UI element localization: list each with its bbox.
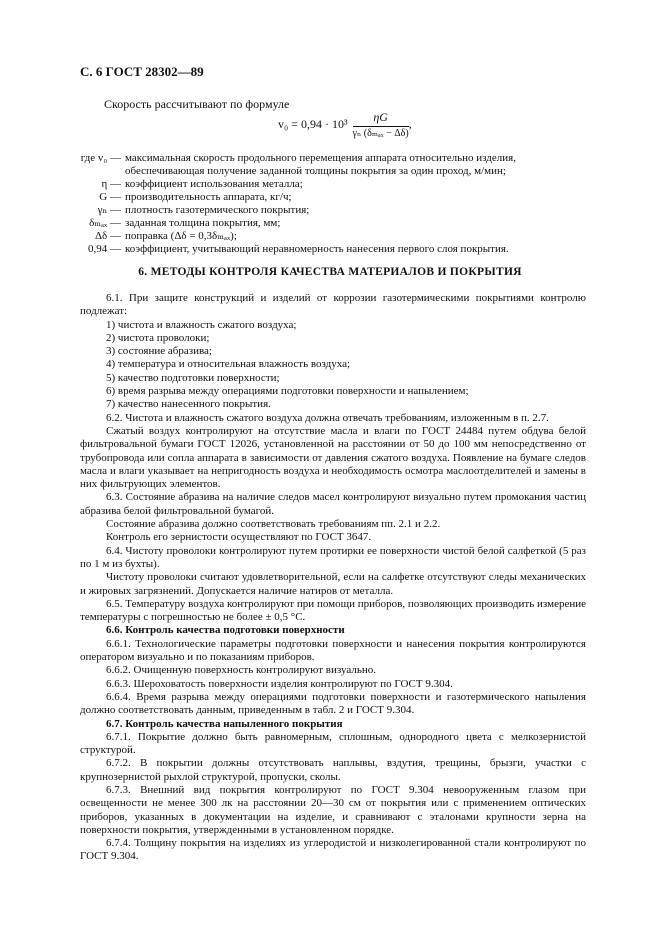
- list-item: 5) качество подготовки поверхности;: [106, 371, 280, 384]
- definition-row: [80, 178, 580, 191]
- paragraph: 6.4. Чистоту проволоки контролируют путем протирки ее поверхности чистой белой салфеткой (5 раз по 1 м из бухты).: [80, 544, 586, 570]
- definition-row: [80, 243, 580, 256]
- paragraph: 6.2. Чистота и влажность сжатого воздуха должна отвечать требованиям, изложенным в п. 2.7.: [106, 411, 549, 424]
- paragraph: 6.6.2. Очищенную поверхность контролируют визуально.: [106, 664, 376, 677]
- definition-text: максимальная скорость продольного перемещения аппарата относительно изделия, обеспечивающая получение заданной толщины покрытия за один проход, м/мин;: [125, 152, 516, 177]
- symbol-definitions: [80, 152, 580, 256]
- paragraph: Состояние абразива должно соответствовать требованиям пп. 2.1 и 2.2.: [106, 518, 441, 531]
- definition-text: коэффициент использования металла;: [125, 178, 303, 190]
- definition-row: [80, 230, 580, 243]
- definition-symbol: δₘₐₓ —: [89, 217, 121, 229]
- list-item: 3) состояние абразива;: [106, 345, 212, 358]
- paragraph: 6.6.1. Технологические параметры подготовки поверхности и нанесения покрытия контролируются оператором визуально и по показаниям приборов.: [80, 637, 586, 664]
- list-item: 2) чистота проволоки;: [106, 331, 210, 344]
- definition-text: коэффициент, учитывающий неравномерность нанесения первого слоя покрытия.: [125, 243, 509, 255]
- formula-lhs: v₀ = 0,94 · 10³: [278, 117, 348, 131]
- subsection-heading: 6.6. Контроль качества подготовки поверхности: [106, 624, 345, 637]
- section-body: [80, 292, 586, 864]
- definition-symbol: G —: [99, 191, 121, 203]
- formula-denominator: γₙ (δₘₐₓ − Δδ): [352, 128, 409, 139]
- paragraph: 6.7.3. Внешний вид покрытия контролируют по ГОСТ 9.304 невооруженным глазом при освещенности не менее 300 лк на расстоянии 20—30 см от покрытия или с применением оптических приборов, указанных в документации на изделие, и сравнивают с эталонами крупности зерна на поверхности покрытия, утвержденными в установленном порядке.: [80, 783, 586, 836]
- list-item: 1) чистота и влажность сжатого воздуха;: [106, 318, 297, 331]
- paragraph: 6.5. Температуру воздуха контролируют при помощи приборов, позволяющих производить измерение температуры с погрешностью не более ± 0,5 °С.: [80, 597, 586, 624]
- definition-symbol: где v₀ —: [80, 152, 121, 164]
- page-header: С. 6 ГОСТ 28302—89: [80, 64, 204, 79]
- definition-text: производительность аппарата, кг/ч;: [125, 191, 292, 203]
- definition-symbol: Δδ —: [94, 230, 121, 242]
- definition-row: [80, 152, 580, 178]
- paragraph: 6.7.4. Толщину покрытия на изделиях из углеродистой и низколегированной стали контролируют по ГОСТ 9.304.: [80, 837, 586, 863]
- formula-fraction: [353, 110, 409, 139]
- paragraph: Чистоту проволоки считают удовлетворительной, если на салфетке отсутствуют следы механических и жировых загрязнений. Допускается наличие натиров от металла.: [80, 571, 586, 597]
- velocity-formula: [278, 110, 412, 139]
- definition-symbol: γₙ —: [97, 204, 121, 216]
- definition-text: поправка (Δδ = 0,3δₘₐₓ);: [125, 230, 237, 242]
- list-item: 6) время разрыва между операциями подготовки поверхности и напылением;: [106, 385, 469, 398]
- formula-numerator: ηG: [353, 110, 409, 127]
- formula-tail: ,: [408, 116, 412, 131]
- paragraph: Контроль его зернистости осуществляют по ГОСТ 3647.: [106, 531, 372, 544]
- list-item: 4) температура и относительная влажность воздуха;: [106, 358, 351, 371]
- definition-row: [80, 191, 580, 204]
- list-item: 7) качество нанесенного покрытия.: [106, 398, 271, 411]
- section-title: 6. МЕТОДЫ КОНТРОЛЯ КАЧЕСТВА МАТЕРИАЛОВ И ПОКРЫТИЯ: [138, 266, 522, 278]
- paragraph: 6.7.1. Покрытие должно быть равномерным, сплошным, однородного цвета с мелкозернистой структурой.: [80, 730, 586, 757]
- paragraph: 6.3. Состояние абразива на наличие следов масел контролируют визуально путем промокания частиц абразива белой фильтровальной бумагой.: [80, 491, 586, 517]
- subsection-heading: 6.7. Контроль качества напыленного покрытия: [106, 717, 343, 730]
- formula-intro: Скорость рассчитывают по формуле: [104, 97, 290, 111]
- paragraph: 6.1. При защите конструкций и изделий от коррозии газотермическими покрытиями контролю подлежат:: [80, 292, 586, 318]
- definition-text: плотность газотермического покрытия;: [125, 204, 310, 216]
- paragraph: 6.7.2. В покрытии должны отсутствовать наплывы, вздутия, трещины, брызги, участки с крупнозернистой рыхлой структурой, пропуски, сколы.: [80, 757, 586, 783]
- definition-text: заданная толщина покрытия, мм;: [125, 217, 281, 229]
- definition-symbol: 0,94 —: [88, 243, 121, 255]
- paragraph: 6.6.4. Время разрыва между операциями подготовки поверхности и газотермического напыления должно соответствовать данным, приведенным в табл. 2 и ГОСТ 9.304.: [80, 690, 586, 717]
- definition-row: [80, 204, 580, 217]
- definition-row: [80, 217, 580, 230]
- paragraph: 6.6.3. Шероховатость поверхности изделия контролируют по ГОСТ 9.304.: [106, 677, 453, 690]
- definition-symbol: η —: [101, 178, 121, 190]
- paragraph: Сжатый воздух контролируют на отсутствие масла и влаги по ГОСТ 24484 путем обдува белой фильтровальной бумаги ГОСТ 12026, установленной на расстоянии от 50 до 100 мм непосредственно от трубопровода или сопла аппарата в зависимости от давления сжатого воздуха. Появление на бумаге следов масла и влаги указывает на непригодность воздуха и необходимость осмотра маслоотделителей и замены в них фильтрующих элементов.: [80, 424, 586, 491]
